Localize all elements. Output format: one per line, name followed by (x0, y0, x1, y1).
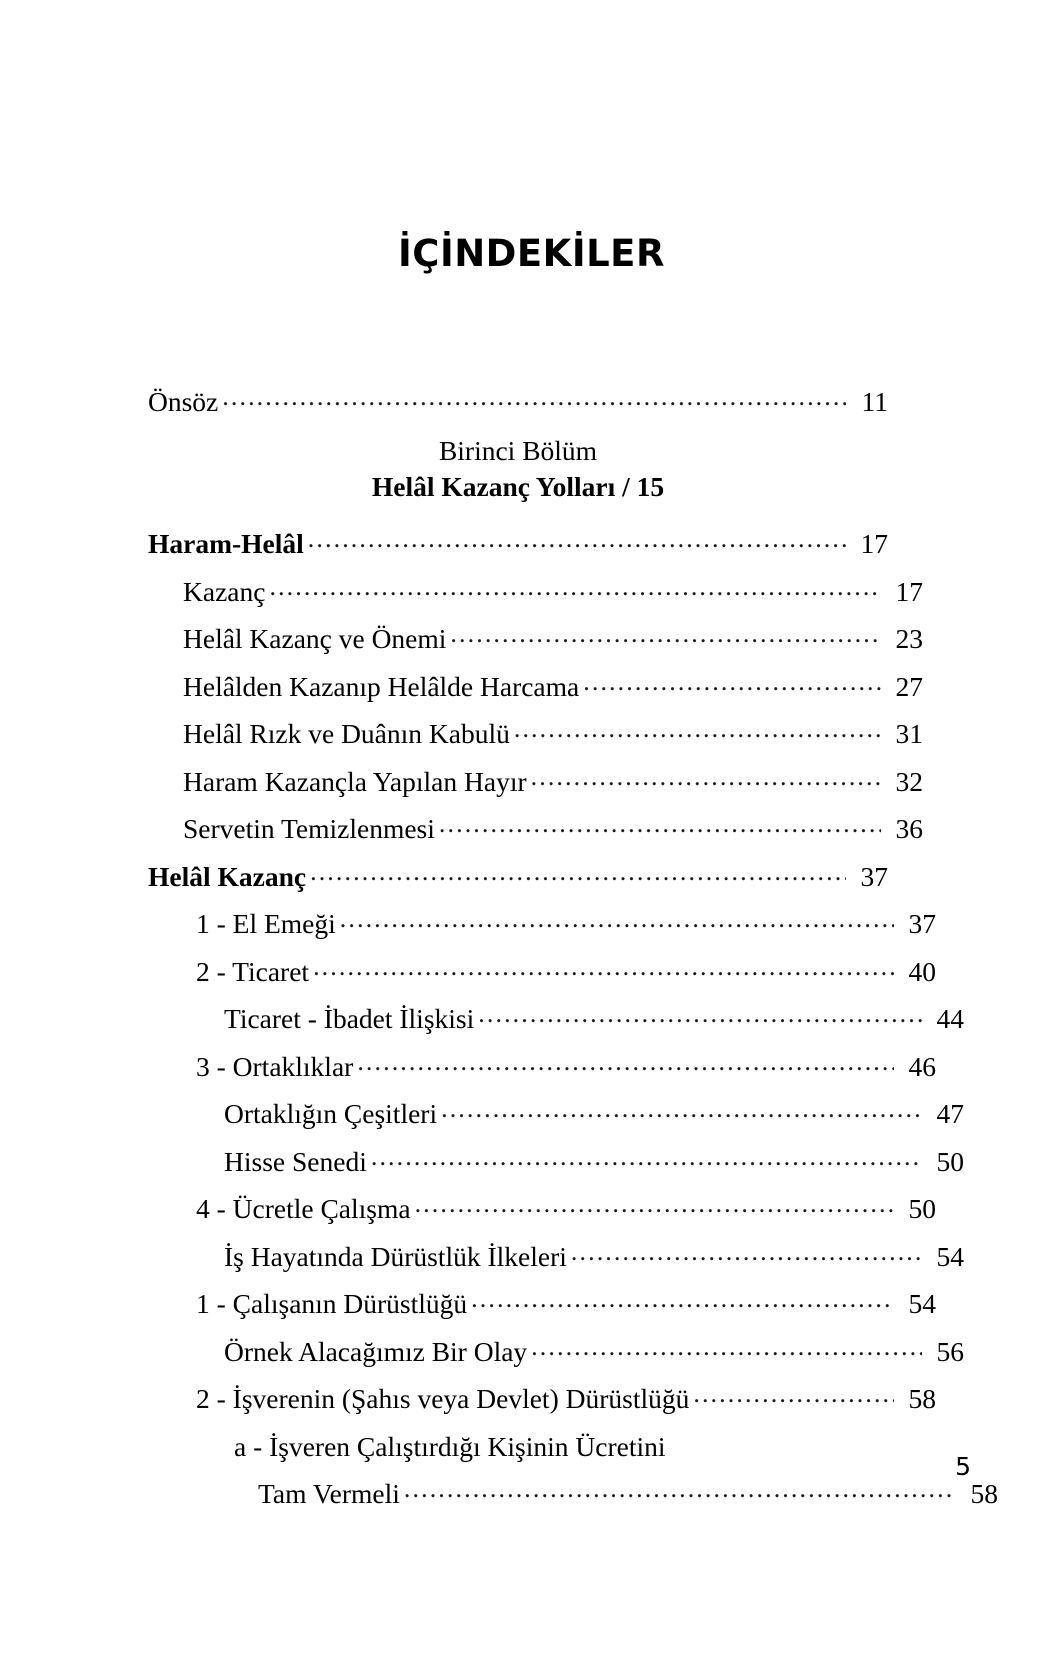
toc-entry[interactable] (196, 1191, 936, 1223)
toc-entry-page: 50 (936, 1145, 964, 1177)
page-title: İÇİNDEKİLER (398, 232, 665, 275)
toc-entry-page: 46 (908, 1050, 936, 1082)
toc-entry[interactable] (224, 1238, 964, 1270)
toc-entry-page: 17 (895, 575, 923, 607)
toc-entry-page: 36 (895, 813, 923, 845)
dot-leader (531, 1333, 922, 1361)
toc-entry-label: Haram Kazançla Yapılan Hayır (183, 765, 527, 797)
toc-entry-label: 1 - El Emeği (196, 908, 336, 940)
toc-entry-label: Kazanç (183, 575, 266, 607)
dot-leader (313, 953, 894, 981)
toc-entry-label: a - İşveren Çalıştırdığı Kişinin Ücretini (234, 1430, 666, 1462)
toc-entry[interactable] (148, 526, 888, 558)
dot-leader (441, 1096, 922, 1124)
toc-entry[interactable] (196, 953, 936, 985)
toc-entry[interactable] (224, 1143, 964, 1175)
toc-entry[interactable] (196, 1381, 936, 1413)
dot-leader (357, 1048, 894, 1076)
toc-entry[interactable] (183, 811, 923, 843)
dot-leader (450, 621, 881, 649)
toc-entry-page: 27 (895, 670, 923, 702)
toc-entry[interactable] (258, 1476, 998, 1508)
dot-leader (415, 1191, 894, 1219)
dot-leader (531, 763, 881, 791)
toc-entry-page: 31 (895, 718, 923, 750)
toc-entry-label: Hisse Senedi (224, 1145, 367, 1177)
toc-entry-label: İş Hayatında Dürüstlük İlkeleri (224, 1240, 567, 1272)
toc-entry-label: 2 - İşverenin (Şahıs veya Devlet) Dürüstlüğü (196, 1383, 690, 1415)
page-folio: 5 (955, 1452, 971, 1481)
toc-entry-page: 54 (936, 1240, 964, 1272)
toc-entry-label: 4 - Ücretle Çalışma (196, 1193, 411, 1225)
dot-leader (404, 1476, 956, 1504)
toc-entry-page: 54 (908, 1288, 936, 1320)
toc-entry-page: 37 (860, 860, 888, 892)
toc-entry[interactable] (148, 858, 888, 890)
toc-entry-label: Haram-Helâl (148, 528, 304, 560)
dot-leader (269, 573, 881, 601)
dot-leader (571, 1238, 922, 1266)
toc-entry[interactable] (196, 906, 936, 938)
toc-entry[interactable] (183, 716, 923, 748)
part-heading-line1: Birinci Bölüm (438, 435, 598, 466)
toc-entry-page: 40 (908, 955, 936, 987)
toc-entry-page: 47 (936, 1098, 964, 1130)
dot-leader (439, 811, 881, 839)
toc-entry-label: Helâl Kazanç ve Önemi (183, 623, 447, 655)
toc-entry[interactable] (234, 1428, 974, 1460)
toc-entry[interactable] (183, 668, 923, 700)
toc-entry-page: 37 (908, 908, 936, 940)
toc-entry[interactable] (224, 1001, 964, 1033)
toc-entry-label: Servetin Temizlenmesi (183, 813, 435, 845)
toc-entry[interactable] (224, 1096, 964, 1128)
toc-entry-page: 56 (936, 1335, 964, 1367)
toc-entry[interactable] (224, 1333, 964, 1365)
toc-entry[interactable] (183, 763, 923, 795)
dot-leader (583, 668, 881, 696)
dot-leader (310, 858, 846, 886)
dot-leader (693, 1381, 894, 1409)
toc-entry-page: 44 (936, 1003, 964, 1035)
toc-entry-label: Helâl Kazanç (148, 860, 307, 892)
toc-entry-onsoz[interactable] (148, 383, 888, 415)
toc-entry-label: Önsöz (148, 385, 219, 417)
toc-entry-page: 17 (860, 528, 888, 560)
dot-leader (222, 383, 846, 411)
part-heading-line2: Helâl Kazanç Yolları / 15 (371, 471, 665, 503)
toc-entry-label: 1 - Çalışanın Dürüstlüğü (196, 1288, 468, 1320)
dot-leader (471, 1286, 894, 1314)
toc-entry-label: Örnek Alacağımız Bir Olay (224, 1335, 528, 1367)
toc-entry[interactable] (183, 621, 923, 653)
toc-entry-page: 58 (908, 1383, 936, 1415)
toc-entry-label: 3 - Ortaklıklar (196, 1050, 354, 1082)
dot-leader (308, 526, 846, 554)
toc-entry-page: 58 (970, 1478, 998, 1510)
part-heading (148, 433, 888, 506)
toc-entry[interactable] (196, 1048, 936, 1080)
table-of-contents (148, 383, 998, 1523)
toc-entry[interactable] (183, 573, 923, 605)
toc-entry-page: 50 (908, 1193, 936, 1225)
toc-entry-label: Helâl Rızk ve Duânın Kabulü (183, 718, 510, 750)
toc-entry-label: Ortaklığın Çeşitleri (224, 1098, 438, 1130)
dot-leader (670, 1428, 932, 1456)
dot-leader (478, 1001, 922, 1029)
dot-leader (340, 906, 894, 934)
toc-entry-label: Helâlden Kazanıp Helâlde Harcama (183, 670, 580, 702)
toc-entry-list (148, 526, 998, 1510)
toc-entry-page: 23 (895, 623, 923, 655)
dot-leader (514, 716, 881, 744)
toc-entry-label: 2 - Ticaret (196, 955, 310, 987)
toc-entry-page: 11 (861, 385, 888, 417)
toc-entry-page: 32 (895, 765, 923, 797)
dot-leader (371, 1143, 922, 1171)
toc-entry-label: Ticaret - İbadet İlişkisi (224, 1003, 475, 1035)
toc-entry-label: Tam Vermeli (258, 1478, 400, 1510)
toc-entry[interactable] (196, 1286, 936, 1318)
